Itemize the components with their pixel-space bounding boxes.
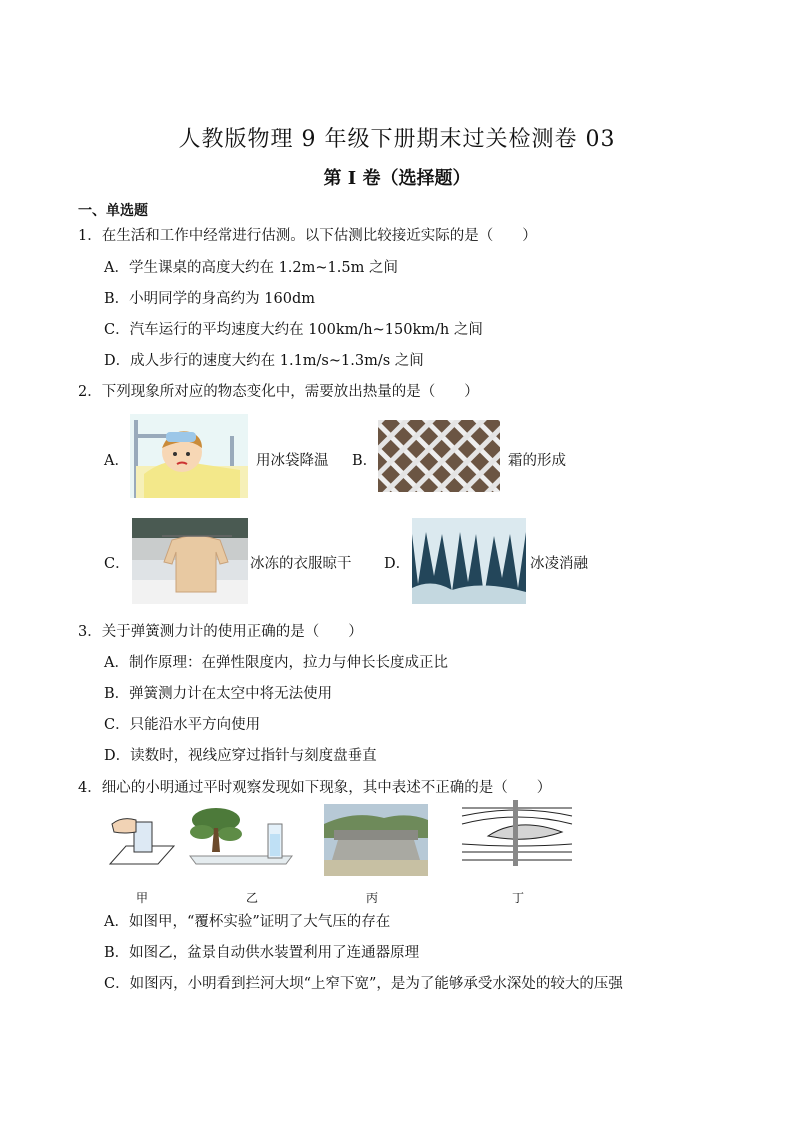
question-1-option-c: C．汽车运行的平均速度大约在 100km/h~150km/h 之间 [104, 322, 483, 338]
question-4-stem: 4．细心的小明通过平时观察发现如下现象，其中表述不正确的是（ ） [78, 780, 552, 796]
question-2-option-d-letter: D． [384, 556, 411, 572]
melting-icicles-image [412, 518, 526, 604]
airfoil-flow-diagram [458, 800, 578, 866]
question-2-option-a-letter: A． [104, 453, 129, 469]
question-2-option-c-letter: C． [104, 556, 130, 572]
question-2-option-d-text: 冰凌消融 [530, 556, 588, 572]
question-1-option-a: A．学生课桌的高度大约在 1.2m~1.5m 之间 [104, 260, 398, 276]
question-1-option-b: B．小明同学的身高约为 160dm [104, 291, 315, 307]
question-2-stem: 2．下列现象所对应的物态变化中，需要放出热量的是（ ） [78, 384, 479, 400]
question-2-option-b-letter: B． [352, 453, 378, 469]
question-2-option-a-text: 用冰袋降温 [256, 453, 329, 469]
figure-caption-yi: 乙 [246, 891, 259, 905]
question-4-option-c: C．如图丙，小明看到拦河大坝“上窄下宽”，是为了能够承受水深处的较大的压强 [104, 976, 623, 992]
question-1-stem: 1．在生活和工作中经常进行估测。以下估测比较接近实际的是（ ） [78, 228, 537, 244]
question-3-stem: 3．关于弹簧测力计的使用正确的是（ ） [78, 624, 363, 640]
bonsai-water-supply-image [186, 804, 296, 870]
question-2-option-c-text: 冰冻的衣服晾干 [250, 556, 352, 572]
inverted-cup-experiment-image [108, 806, 176, 870]
question-3-option-a: A．制作原理：在弹性限度内，拉力与伸长长度成正比 [104, 655, 448, 671]
frozen-clothes-image [132, 518, 248, 604]
section-heading: 一、单选题 [78, 203, 148, 219]
frost-lattice-image [378, 420, 500, 492]
question-3-option-b: B．弹簧测力计在太空中将无法使用 [104, 686, 333, 702]
question-4-option-a: A．如图甲，“覆杯实验”证明了大气压的存在 [104, 914, 391, 930]
page-title: 人教版物理 9 年级下册期末过关检测卷 03 [178, 127, 616, 152]
question-3-option-c: C．只能沿水平方向使用 [104, 717, 261, 733]
question-4-option-b: B．如图乙，盆景自动供水装置利用了连通器原理 [104, 945, 420, 961]
question-1-option-d: D．成人步行的速度大约在 1.1m/s~1.3m/s 之间 [104, 353, 424, 369]
question-3-option-d: D．读数时，视线应穿过指针与刻度盘垂直 [104, 748, 377, 764]
river-dam-image [324, 804, 428, 876]
section-subtitle: 第 I 卷（选择题） [323, 168, 471, 189]
figure-caption-bing: 丙 [366, 891, 379, 905]
figure-caption-jia: 甲 [136, 891, 149, 905]
figure-caption-ding: 丁 [512, 891, 525, 905]
sick-child-ice-bag-image [130, 414, 248, 498]
question-2-option-b-text: 霜的形成 [508, 453, 566, 469]
